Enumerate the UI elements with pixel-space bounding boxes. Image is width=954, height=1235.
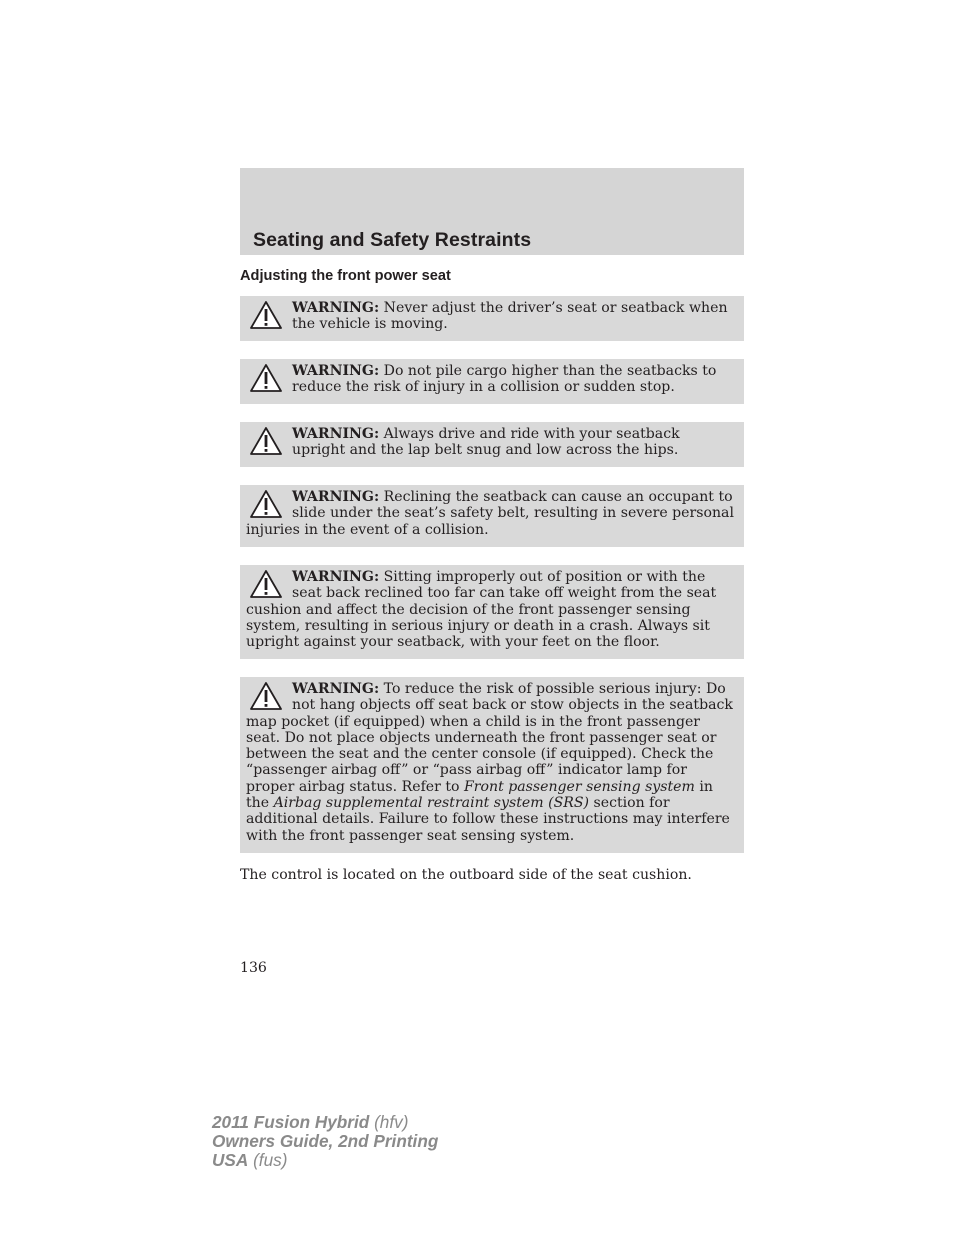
warning-triangle-icon (249, 426, 283, 456)
footer-model-code: (hfv) (374, 1112, 409, 1132)
footer-model: 2011 Fusion Hybrid (212, 1112, 370, 1132)
cross-reference: Airbag supplemental restraint system (SRS) (273, 795, 590, 812)
warning-text: Reclining the seatback can cause an occupant to slide under the seat’s safety belt, resulting in severe personal injuries in the event of a collision. (246, 489, 734, 538)
warning-triangle-icon (249, 569, 283, 599)
warning-triangle-icon (249, 363, 283, 393)
warning-label: WARNING: (292, 426, 380, 442)
chapter-header (240, 168, 744, 255)
warning-text: section for additional details. Failure to follow these instructions may interfere with the front passenger seat sensing system. (246, 795, 730, 844)
chapter-title: Seating and Safety Restraints (253, 229, 532, 251)
warning-text: Do not pile cargo higher than the seatbacks to reduce the risk of injury in a collision or sudden stop. (292, 363, 717, 396)
body-paragraph: The control is located on the outboard side of the seat cushion. (240, 867, 692, 883)
warning-label: WARNING: (292, 569, 380, 585)
warning-text: Sitting improperly out of position or with the seat back reclined too far can take off weight from the seat cushion and affect the decision of the front passenger sensing system, resulting in serious injury or death in a crash. Always sit upright against your seatback, with your feet on the floor. (246, 569, 717, 651)
warning-box-2 (240, 359, 744, 404)
warning-text: To reduce the risk of possible serious injury: Do not hang objects off seat back or stow objects in the seatback map pocket (if equipped) when a child is in the front passenger seat. Do not place objects underneath the front passenger seat or between the seat and the center console (if equipped). Check the “passenger airbag off” or “pass airbag off” indicator lamp for proper airbag status. Refer to (246, 681, 733, 795)
warning-triangle-icon (249, 489, 283, 519)
warning-text: in the (246, 778, 713, 812)
document-footer (212, 1113, 438, 1170)
warning-box-4 (240, 485, 744, 547)
warning-label: WARNING: (292, 489, 380, 505)
warning-triangle-icon (249, 300, 283, 330)
warning-triangle-icon (249, 681, 283, 711)
warning-label: WARNING: (292, 363, 380, 379)
footer-market: USA (212, 1150, 249, 1170)
section-heading: Adjusting the front power seat (240, 268, 451, 284)
warning-box-3 (240, 422, 744, 467)
footer-edition: Owners Guide, 2nd Printing (212, 1131, 439, 1151)
page-number: 136 (240, 960, 267, 976)
footer-market-code: (fus) (253, 1150, 288, 1170)
warning-box-5 (240, 565, 744, 659)
warning-text: Never adjust the driver’s seat or seatback when the vehicle is moving. (292, 300, 728, 333)
warning-label: WARNING: (292, 300, 380, 316)
warning-label: WARNING: (292, 681, 380, 697)
warning-box-1 (240, 296, 744, 341)
cross-reference: Front passenger sensing system (464, 778, 695, 795)
warning-text: Always drive and ride with your seatback upright and the lap belt snug and low across the hips. (292, 426, 680, 459)
warning-box-6 (240, 677, 744, 853)
